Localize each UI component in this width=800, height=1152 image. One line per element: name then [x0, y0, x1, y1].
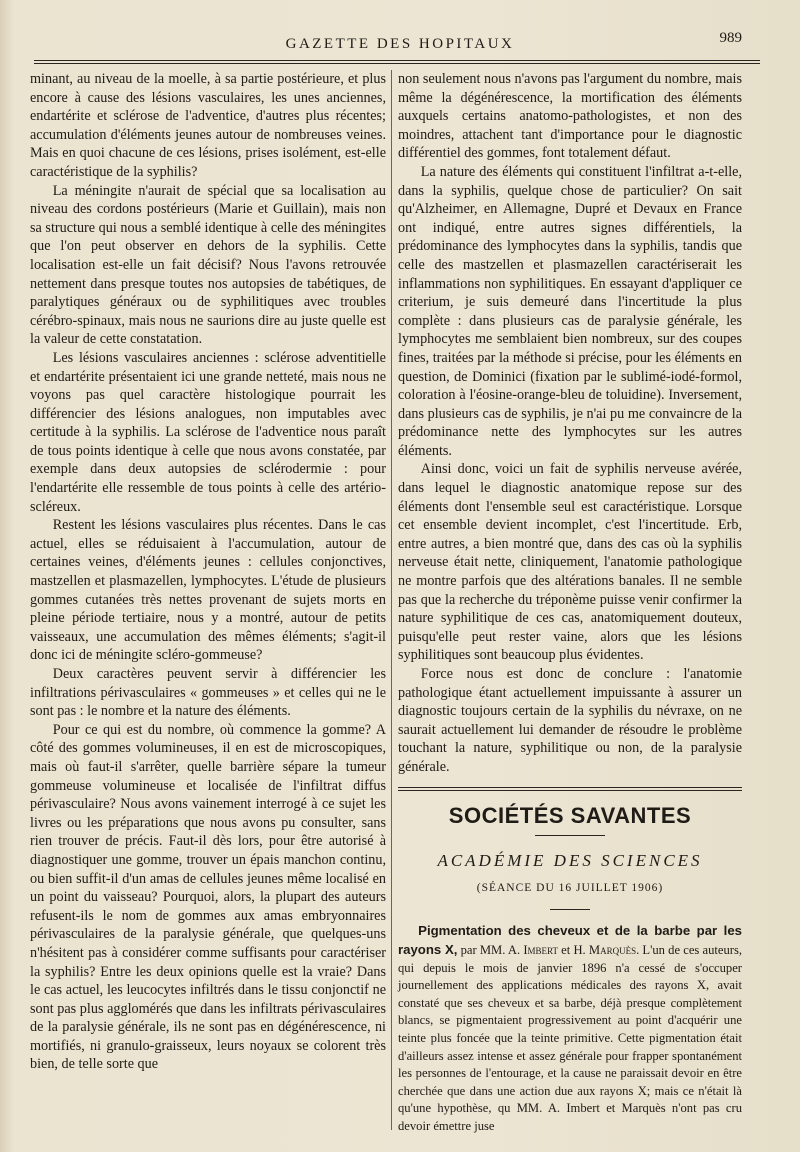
- article-and: et H.: [558, 942, 589, 957]
- section-rule: [398, 787, 742, 788]
- article-title: Pigmentation des cheveux et de la barbe par les rayons X,: [398, 923, 742, 957]
- paragraph: Ainsi donc, voici un fait de syphilis nerveuse avérée, dans lequel le diagnostic anatomique repose sur des éléments dont l'ensemble seul est caractéristique. Lorsque cet ensemble devient incomplet, c'est l'incertitude. Erb, entre autres, a bien montré que, dans des cas où la syphilis nerveuse était nette, cliniquement, l'anatomie pathologique ne montre parfois que des altérations banales. Il ne semble pas que la recherche du tréponème puisse venir confirmer la nature syphilitique de ces cas, anatomiquement douteux, puisqu'elle peut rester vaine, alors que les lésions syphilitiques sont beaucoup plus évidentes.: [398, 461, 742, 664]
- paragraph: La nature des éléments qui constituent l'infiltrat a-t-elle, dans la syphilis, quelque chose de particulier? On sait qu'Alzheimer, en Allemagne, Dupré et Devaux en France ont indiqué, entre autres signes différentiels, la prédominance des lymphocytes dans la syphilis, tandis que celle des mastzellen et plasmazellen caractériserait les inflammations non syphilitiques. En essayant d'appliquer ce criterium, je suis demeuré dans l'incertitude la plus complète : dans plusieurs cas de paralysie générale, les lymphocytes me semblaient bien nombreux, sur des coupes fines, traitées par la méthode si précise, pour les éléments en question, de Dominici (fixation par le sublimé-iodé-formol, coloration à l'éosine-orange-bleu de toluidine). Inversement, dans plusieurs cas de syphilis, je n'ai pu me convaincre de la prédominance nette des lymphocytes sur les autres éléments.: [398, 163, 742, 459]
- paragraph: Pour ce qui est du nombre, où commence la gomme? A côté des gommes volumineuses, il en est de microscopiques, mais où faut-il s'arrêter, quelle barrière sépare la tumeur gommeuse volumineuse et localisée de l'infiltrat diffus périvasculaire? Nous avons vainement interrogé à ce sujet les livres ou les préparations que nous avons pu consulter, sans rien trouver de précis. Faut-il dès lors, pour être autorisé à diagnostiquer une gomme, trouver un épais manchon continu, ou bien suffit-il d'un amas de cellules jeunes même localisé en un point du vaisseau? Pourquoi, alors, la plupart des auteurs refusent-ils le nom de gommes aux amas embryonnaires périvasculaires de la paralysie générale, que quelques-uns n'hésitent pas à considérer comme suffisants pour caractériser la syphilis? Entre les deux opinions quelle est la vraie? Dans le cas actuel, les leucocytes infiltrés dans le tissu conjonctif ne sont pas plus agglomérés que dans les infiltrats périvasculaires de la paralysie générale, ils ne sont pas en dégénérescence, ni mortifiés, ni granulo-graisseux, leurs noyaux se colorent très bien, de telle sorte que: [30, 721, 386, 1073]
- article-body: . L'un de ces auteurs, qui depuis le mois de janvier 1896 n'a cessé de s'occuper journellement des applications médicales des rayons X, avait constaté que ses cheveux et sa barbe, déjà presque complètement blancs, se pigmentaient progressivement au point d'acquérir une teinte plus foncée que la teinte primitive. Cette pigmentation était d'ailleurs assez intense et assez générale pour frapper spontanément les personnes de l'entourage, et la cause ne paraissait devoir en être cherchée que dans une action due aux rayons X; mais ce n'était là qu'une hypothèse, qu MM. A. Imbert et Marquès n'ont pas cru devoir émettre juse: [398, 942, 743, 1133]
- seance-date: (SÉANCE DU 16 JUILLET 1906): [476, 881, 664, 894]
- article-by: par MM. A.: [460, 942, 524, 957]
- right-column: [398, 70, 742, 1135]
- section-title: SOCIÉTÉS SAVANTES: [448, 802, 692, 828]
- column-divider: [391, 70, 392, 1130]
- author-name: Imbert: [523, 942, 558, 957]
- header-rule-thin: [34, 63, 760, 64]
- article: [398, 922, 742, 1135]
- journal-title: GAZETTE DES HOPITAUX: [285, 36, 515, 52]
- short-rule: [535, 835, 605, 836]
- header-rule: [34, 60, 760, 61]
- paragraph: La méningite n'aurait de spécial que sa localisation au niveau des cordons postérieurs (Marie et Guillain), mais non sa structure qui nous a semblé identique à celle des méningites que l'on peut observer en dehors de la syphilis. Cette localisation est-elle un fait décisif? Nous l'avons retrouvée nettement dans presque toutes nos autopsies de tabétiques, de paralytiques généraux ou de syphilitiques avec troubles cérébro-spinaux, mais nous ne saurions dire au juste quelle est la valeur de cette constatation.: [30, 182, 386, 348]
- section-rule-thin: [398, 790, 742, 791]
- paragraph: Force nous est donc de conclure : l'anatomie pathologique étant actuellement impuissante à assurer un diagnostic toujours certain de la syphilis du névraxe, on ne saurait actuellement lui demander de résoudre le problème touchant la nature, syphilitique ou non, de la paralysie générale.: [398, 666, 742, 775]
- author-name: Marquès: [588, 942, 637, 957]
- paragraph: non seulement nous n'avons pas l'argument du nombre, mais même la dégénérescence, la mortification des éléments auxquels certains anatomo-pathologistes, et non des moindres, attachent tant d'importance pour le diagnostic différentiel des gommes, font totalement défaut.: [398, 71, 742, 162]
- paragraph: Deux caractères peuvent servir à différencier les infiltrations périvasculaires « gommeuses » et celles qui ne le sont pas : le nombre et la nature des éléments.: [30, 666, 386, 720]
- page-number: 989: [719, 30, 742, 46]
- paragraph: Restent les lésions vasculaires plus récentes. Dans le cas actuel, elles se réduisaient à l'accumulation, autour de certaines veines, d'éléments jeunes : cellules conjonctives, mastzellen et plasmazellen, lymphocytes. L'étude de plusieurs gommes cutanées très nettes provenant de sujets morts en pleine période tertiaire, nous y a montré, autour de petits vaisseaux, une accumulation des mêmes éléments; s'agit-il donc ici de méningite scléro-gommeuse?: [30, 517, 386, 664]
- left-column: [30, 70, 386, 1074]
- paragraph: minant, au niveau de la moelle, à sa partie postérieure, et plus encore à cause des lésions vasculaires, les unes anciennes, endartérite et sclérose de l'adventice, d'autres plus récentes; accumulation d'éléments jeunes autour de nombreuses veines. Mais en quoi chacune de ces lésions, prises isolément, est-elle caractéristique de la syphilis?: [30, 71, 386, 180]
- academy-title: ACADÉMIE DES SCIENCES: [437, 851, 703, 871]
- page-header: [40, 30, 760, 60]
- paragraph: Les lésions vasculaires anciennes : sclérose adventitielle et endartérite présentaient ici une grande netteté, mais nous ne voyons pas quel caractère histologique pourrait les différencier des lésions analogues, non imputables avec certitude à la syphilis. La sclérose de l'adventice nous paraît de tous points identique à celle que nous avons constatée, par exemple dans deux autopsies de sclérodermie : pour l'endartérite elle ressemble de tous points à celle des artério-scléreux.: [30, 349, 386, 515]
- short-rule: [550, 909, 590, 910]
